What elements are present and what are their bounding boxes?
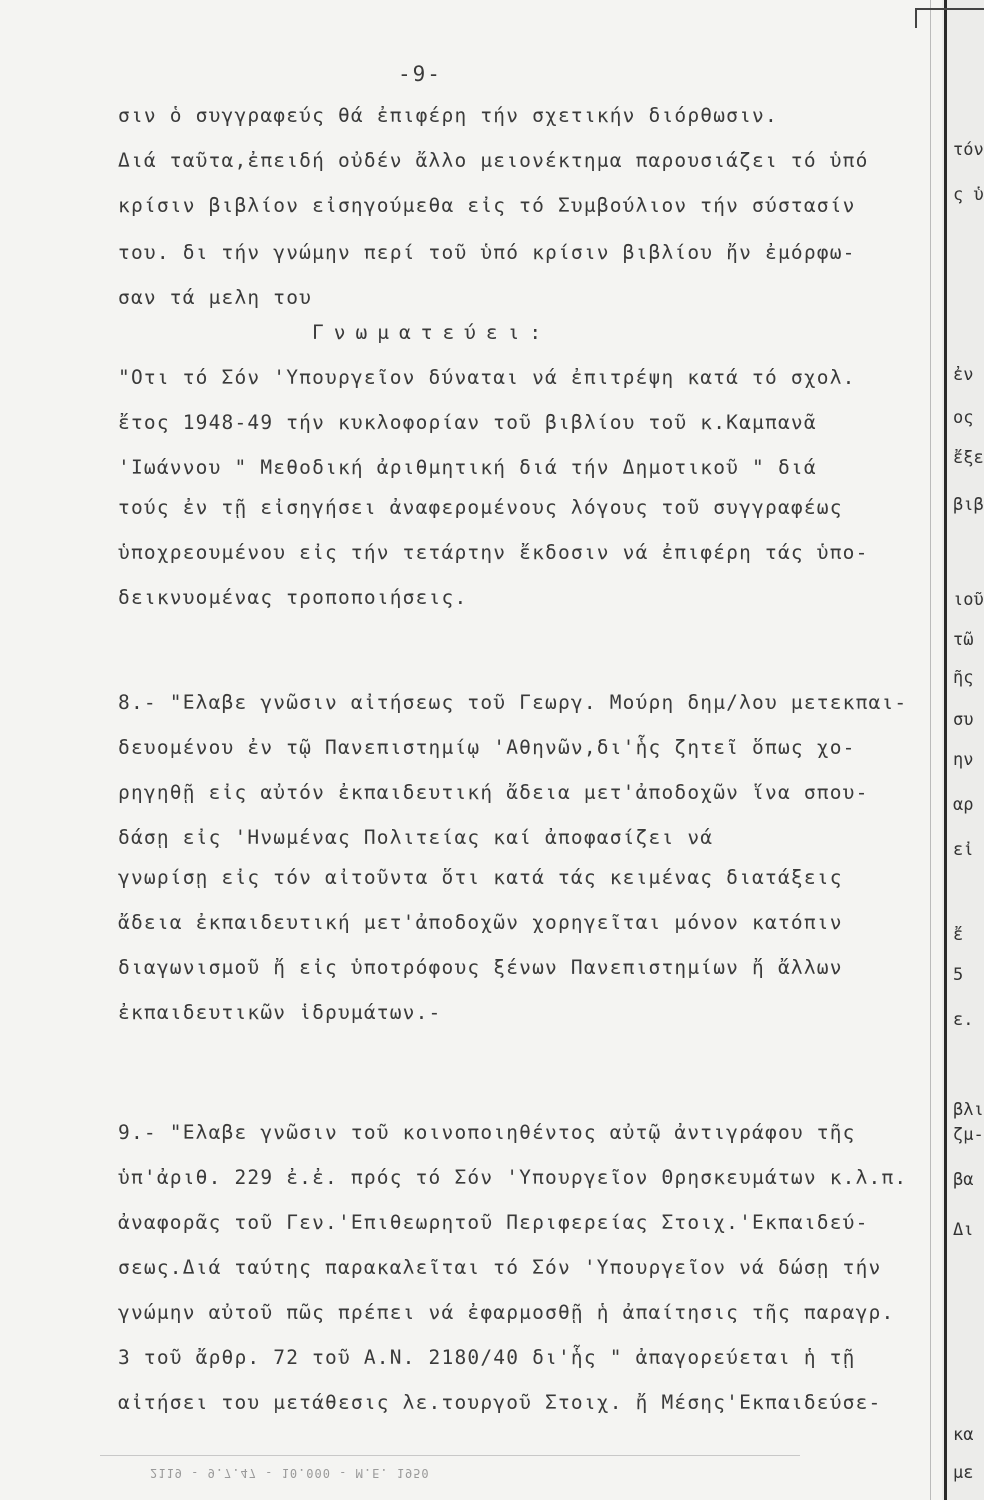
text-line: σαν τά μελη του [118, 286, 313, 309]
text-line: 'Ιωάννου " Μεθοδική ἀριθμητική διά τήν Δημοτικοῦ " διά [118, 456, 817, 479]
text-line: δεικνυομένας τροποποιήσεις. [118, 586, 468, 609]
margin-fragment: κα [953, 1425, 974, 1445]
print-footer: 2119 - 9.7.47 - 10.000 - Μ.Ε. 1950 [150, 1466, 430, 1480]
margin-fragment: ιοῦ [953, 590, 984, 610]
text-line: τούς ἐν τῇ εἰσηγήσει ἀναφερομένους λόγους τοῦ συγγραφέως [118, 496, 843, 519]
text-line: ὑποχρεουμένου εἰς τήν τετάρτην ἔκδοσιν νά ἐπιφέρη τάς ὑπο- [118, 541, 869, 564]
margin-fragment: βλι [953, 1100, 984, 1120]
margin-fragment: συ [953, 710, 974, 730]
margin-fragment: με [953, 1463, 974, 1483]
text-line: Διά ταῦτα,ἐπειδή οὐδέν ἄλλο μειονέκτημα παρουσιάζει τό ὑπό [118, 149, 869, 172]
text-line: "Οτι τό Σόν 'Υπουργεῖον δύναται νά ἐπιτρέψη κατά τό σχολ. [118, 366, 856, 389]
text-line: αἰτήσει του μετάθεσις λε.τουργοῦ Στοιχ. ἤ Μέσης'Εκπαιδεύσε- [118, 1391, 882, 1414]
margin-fragment: ῆς [953, 668, 974, 688]
margin-fragment: ην [953, 750, 974, 770]
margin-fragment: ε. [953, 1010, 974, 1030]
margin-fragment: εἰ [953, 840, 974, 860]
text-line: σιν ὁ συγγραφεύς θά ἐπιφέρη τήν σχετικήν διόρθωσιν. [118, 104, 778, 127]
text-line: δευομένου ἐν τῷ Πανεπιστημίῳ 'Αθηνῶν,δι'ἧς ζητεῖ ὅπως χο- [118, 736, 856, 759]
page-number: -9- [398, 62, 442, 86]
text-line: σεως.Διά ταύτης παρακαλεῖται τό Σόν 'Υπουργεῖον νά δώσῃ τήν [118, 1256, 882, 1279]
text-line: 3 τοῦ ἄρθρ. 72 τοῦ Α.Ν. 2180/40 δι'ἧς " ἀπαγορεύεται ἡ τῇ [118, 1346, 856, 1369]
text-line: του. δι τήν γνώμην περί τοῦ ὑπό κρίσιν βιβλίου ἤν ἐμόρφω- [118, 241, 856, 264]
text-line: δάσῃ εἰς 'Ηνωμένας Πολιτείας καί ἀποφασίζει νά [118, 826, 714, 849]
text-line: κρίσιν βιβλίον εἰσηγούμεθα εἰς τό Συμβούλιον τήν σύστασίν [118, 194, 856, 217]
text-line: ὑπ'ἀριθ. 229 ἐ.ἐ. πρός τό Σόν 'Υπουργεῖον Θρησκευμάτων κ.λ.π. [118, 1166, 908, 1189]
margin-fragment: 5 [953, 965, 964, 985]
margin-fragment: ος [953, 408, 974, 428]
footer-rule [100, 1455, 800, 1456]
margin-fragment: ἐν [953, 365, 974, 385]
text-line: γνώμην αὐτοῦ πῶς πρέπει νά ἐφαρμοσθῇ ἡ ἀπαίτησις τῆς παραγρ. [118, 1301, 895, 1324]
margin-fragment: ἔξε [953, 448, 984, 468]
margin-fragment: τόν [953, 140, 984, 160]
text-line: Γνωματεύει: [312, 321, 552, 344]
margin-fragment: ἔ [953, 925, 964, 945]
margin-fragment: αρ [953, 795, 974, 815]
margin-fragment: βιβ [953, 495, 984, 515]
margin-fragment: τῶ [953, 630, 974, 650]
text-line: 8.- "Ελαβε γνῶσιν αἰτήσεως τοῦ Γεωργ. Μούρη δημ/λου μετεκπαι- [118, 691, 908, 714]
margin-fragment: ζμ- [953, 1125, 984, 1145]
text-line: ἔτος 1948-49 τήν κυκλοφορίαν τοῦ βιβλίου τοῦ κ.Καμπανᾶ [118, 411, 817, 434]
margin-fragment: ς ὑ [953, 185, 984, 205]
text-line: ἐκπαιδευτικῶν ἱδρυμάτων.- [118, 1001, 442, 1024]
text-line: ἄδεια ἐκπαιδευτική μετ'ἀποδοχῶν χορηγεῖται μόνον κατόπιν [118, 911, 843, 934]
adjacent-page-corner [915, 8, 984, 28]
text-line: ρηγηθῇ εἰς αὐτόν ἐκπαιδευτική ἄδεια μετ'ἀποδοχῶν ἵνα σπου- [118, 781, 869, 804]
page-fold-line [930, 0, 931, 1500]
adjacent-page-edge [944, 0, 947, 1500]
text-line: διαγωνισμοῦ ἤ εἰς ὑποτρόφους ξένων Πανεπιστημίων ἤ ἄλλων [118, 956, 843, 979]
text-line: 9.- "Ελαβε γνῶσιν τοῦ κοινοποιηθέντος αὐτῷ ἀντιγράφου τῆς [118, 1121, 856, 1144]
margin-fragment: Δι [953, 1220, 974, 1240]
margin-fragment: βα [953, 1170, 974, 1190]
text-line: ἀναφορᾶς τοῦ Γεν.'Επιθεωρητοῦ Περιφερείας Στοιχ.'Εκπαιδεύ- [118, 1211, 869, 1234]
text-line: γνωρίσῃ εἰς τόν αἰτοῦντα ὅτι κατά τάς κειμένας διατάξεις [118, 866, 843, 889]
